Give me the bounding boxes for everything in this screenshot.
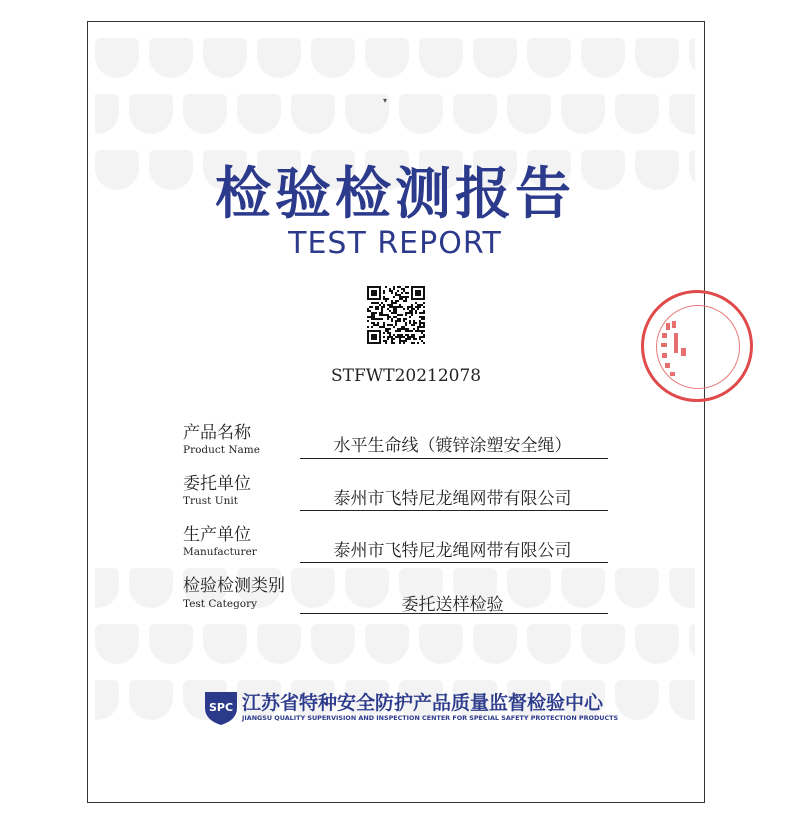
watermark-shield-icon bbox=[95, 94, 119, 134]
report-title-cn: 检验检测报告 bbox=[215, 162, 575, 227]
field-value-product-name: 水平生命线（镀锌涂塑安全绳） bbox=[333, 436, 572, 456]
watermark-shield-icon bbox=[635, 38, 679, 78]
watermark-shield-icon bbox=[419, 624, 463, 664]
watermark-shield-icon bbox=[473, 624, 517, 664]
watermark-shield-icon bbox=[291, 94, 335, 134]
watermark-shield-icon bbox=[669, 94, 695, 134]
watermark-shield-icon bbox=[507, 94, 551, 134]
report-title-en: TEST REPORT bbox=[288, 226, 502, 261]
watermark-shield-icon bbox=[257, 624, 301, 664]
watermark-shield-icon bbox=[129, 568, 173, 608]
watermark-shield-icon bbox=[689, 624, 695, 664]
scan-mark: ▾ bbox=[383, 96, 388, 105]
watermark-shield-icon bbox=[237, 94, 281, 134]
watermark-shield-icon bbox=[365, 38, 409, 78]
watermark-row bbox=[95, 94, 695, 134]
qr-code bbox=[367, 286, 425, 344]
watermark-shield-icon bbox=[581, 624, 625, 664]
issuer-footer bbox=[202, 688, 619, 734]
watermark-shield-icon bbox=[95, 680, 119, 720]
seal-star-icon bbox=[644, 293, 750, 399]
watermark-shield-icon bbox=[95, 624, 139, 664]
watermark-row bbox=[95, 38, 695, 78]
watermark-shield-icon bbox=[365, 624, 409, 664]
watermark-shield-icon bbox=[203, 624, 247, 664]
field-label-cn-test-category: 检验检测类别 bbox=[183, 576, 285, 596]
field-value-test-category: 委托送样检验 bbox=[401, 595, 504, 615]
issuer-name-cn: 江苏省特种安全防护产品质量监督检验中心 bbox=[242, 692, 604, 714]
field-label-cn-product-name: 产品名称 bbox=[183, 423, 251, 443]
issuer-name-en: JIANGSU QUALITY SUPERVISION AND INSPECTION CENTER FOR SPECIAL SAFETY PROTECTION PRODUCTS bbox=[242, 714, 619, 722]
field-underline bbox=[300, 458, 608, 459]
watermark-shield-icon bbox=[689, 38, 695, 78]
watermark-shield-icon bbox=[203, 38, 247, 78]
field-label-cn-trust-unit: 委托单位 bbox=[183, 474, 251, 494]
report-number: STFWT20212078 bbox=[331, 366, 482, 386]
watermark-shield-icon bbox=[581, 38, 625, 78]
watermark-shield-icon bbox=[149, 624, 193, 664]
watermark-shield-icon bbox=[149, 38, 193, 78]
watermark-shield-icon bbox=[561, 94, 605, 134]
watermark-shield-icon bbox=[527, 624, 571, 664]
watermark-shield-icon bbox=[635, 624, 679, 664]
field-label-en-manufacturer: Manufacturer bbox=[183, 546, 257, 558]
spc-shield-logo-icon bbox=[202, 688, 240, 726]
field-label-en-test-category: Test Category bbox=[183, 598, 258, 610]
watermark-shield-icon bbox=[183, 94, 227, 134]
watermark-shield-icon bbox=[615, 94, 659, 134]
watermark-shield-icon bbox=[95, 568, 119, 608]
field-underline bbox=[300, 613, 608, 614]
field-value-manufacturer: 泰州市飞特尼龙绳网带有限公司 bbox=[333, 541, 572, 561]
watermark-shield-icon bbox=[669, 680, 695, 720]
red-seal-stamp bbox=[641, 290, 753, 402]
logo-text: SPC bbox=[208, 701, 234, 714]
field-label-cn-manufacturer: 生产单位 bbox=[183, 525, 251, 545]
watermark-shield-icon bbox=[129, 94, 173, 134]
field-underline bbox=[300, 562, 608, 563]
watermark-shield-icon bbox=[399, 94, 443, 134]
watermark-row bbox=[95, 624, 695, 664]
watermark-shield-icon bbox=[473, 38, 517, 78]
field-underline bbox=[300, 510, 608, 511]
field-value-trust-unit: 泰州市飞特尼龙绳网带有限公司 bbox=[333, 489, 572, 509]
field-label-en-trust-unit: Trust Unit bbox=[183, 495, 238, 507]
watermark-shield-icon bbox=[95, 38, 139, 78]
watermark-shield-icon bbox=[527, 38, 571, 78]
watermark-shield-icon bbox=[129, 680, 173, 720]
watermark-shield-icon bbox=[311, 624, 355, 664]
watermark-shield-icon bbox=[615, 568, 659, 608]
watermark-shield-icon bbox=[615, 680, 659, 720]
watermark-shield-icon bbox=[257, 38, 301, 78]
field-label-en-product-name: Product Name bbox=[183, 444, 260, 456]
watermark-shield-icon bbox=[669, 568, 695, 608]
watermark-shield-icon bbox=[453, 94, 497, 134]
watermark-shield-icon bbox=[311, 38, 355, 78]
watermark-shield-icon bbox=[419, 38, 463, 78]
